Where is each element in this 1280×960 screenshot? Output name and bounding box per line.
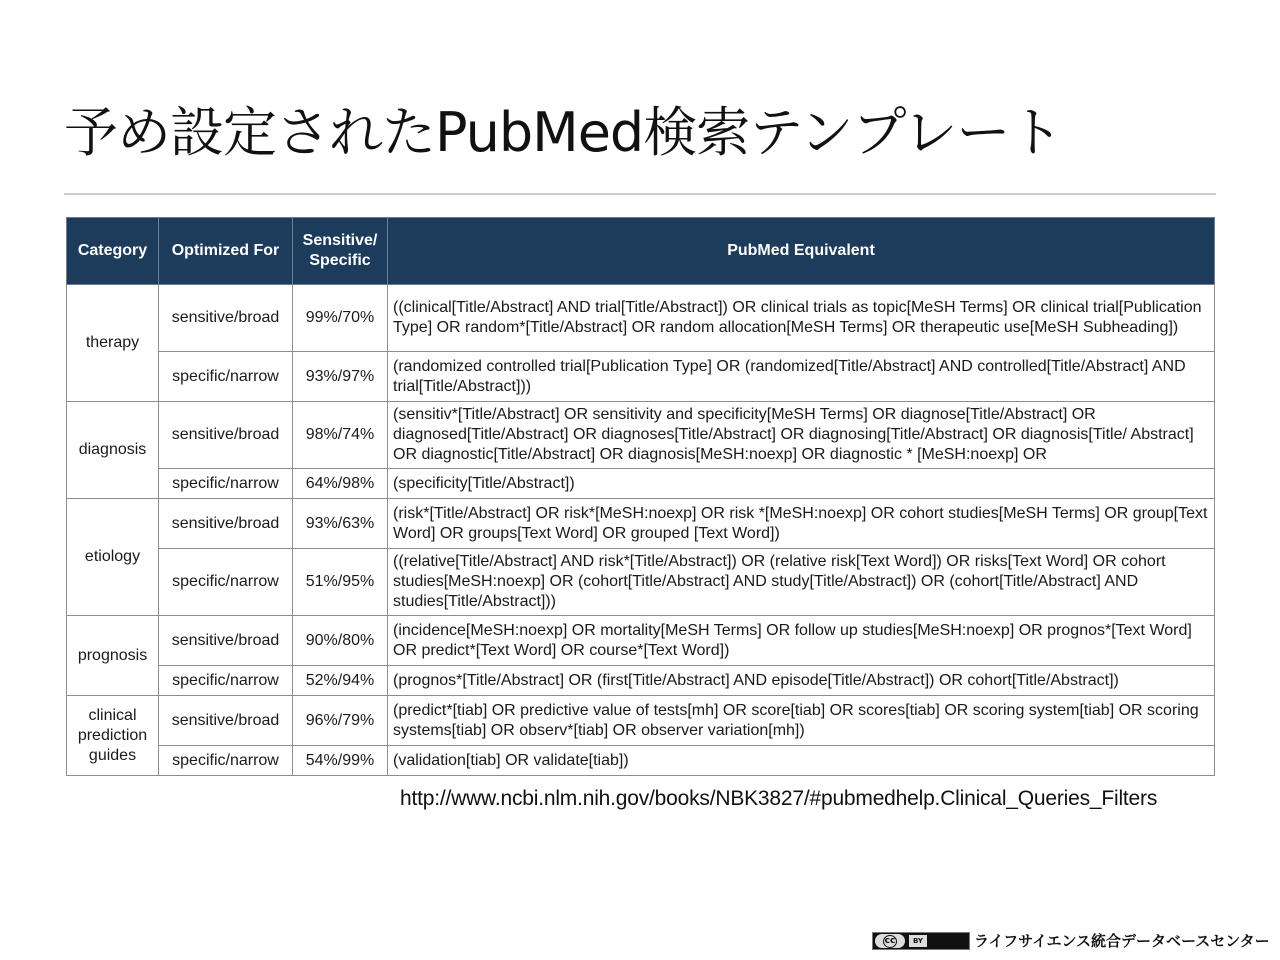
attribution-icon: BY xyxy=(909,935,927,947)
pubmed-query-cell: ((clinical[Title/Abstract] AND trial[Title/Abstract]) OR clinical trials as topic[MeSH Terms] OR clinical trial[Publication Type] OR random*[Title/Abstract] OR random allocation[MeSH Terms] OR therapeutic use[MeSH Subheading]) xyxy=(388,285,1215,352)
pubmed-query-cell: (incidence[MeSH:noexp] OR mortality[MeSH Terms] OR follow up studies[MeSH:noexp] OR prognos*[Text Word] OR predict*[Text Word] OR course*[Text Word]) xyxy=(388,616,1215,666)
optimized-for-cell: specific/narrow xyxy=(159,352,293,402)
optimized-for-cell: specific/narrow xyxy=(159,746,293,776)
optimized-for-cell: sensitive/broad xyxy=(159,402,293,469)
pubmed-query-cell: ((relative[Title/Abstract] AND risk*[Title/Abstract]) OR (relative risk[Text Word]) OR risks[Text Word] OR cohort studies[MeSH:noexp] OR (cohort[Title/Abstract] AND study[Title/Abstract]) OR (cohort[Title/Abstract] AND studies[Title/Abstract])) xyxy=(388,549,1215,616)
optimized-for-cell: specific/narrow xyxy=(159,666,293,696)
sensitivity-specificity-cell: 93%/97% xyxy=(293,352,388,402)
pubmed-query-cell: (predict*[tiab] OR predictive value of tests[mh] OR score[tiab] OR scores[tiab] OR scoring system[tiab] OR scoring systems[tiab] OR observ*[tiab] OR observer variation[mh]) xyxy=(388,696,1215,746)
table-row xyxy=(67,499,1215,549)
table-row xyxy=(67,746,1215,776)
pubmed-query-text: (sensitiv*[Title/Abstract] OR sensitivity and specificity[MeSH Terms] OR diagnose[Title/Abstract] OR diagnosed[Title/Abstract] OR diagnoses[Title/Abstract] OR diagnosing[Title/Abstract] OR diagnosis[Title/ Abstract] OR diagnostic[Title/Abstract] OR diagnosis[MeSH:noexp] OR diagnostic * [MeSH:noexp] OR xyxy=(393,406,1194,463)
optimized-for-cell: sensitive/broad xyxy=(159,499,293,549)
pubmed-query-cell xyxy=(388,402,1215,469)
table-row xyxy=(67,285,1215,352)
header-sensitive-specific: Sensitive/ Specific xyxy=(293,218,388,285)
creative-commons-icon xyxy=(875,934,905,948)
cc-by-license-badge xyxy=(872,932,970,950)
pubmed-query-cell: (randomized controlled trial[Publication Type] OR (randomized[Title/Abstract] AND controlled[Title/Abstract] AND trial[Title/Abstract])) xyxy=(388,352,1215,402)
pubmed-query-cell: (risk*[Title/Abstract] OR risk*[MeSH:noexp] OR risk *[MeSH:noexp] OR cohort studies[MeSH Terms] OR group[Text Word] OR groups[Text Word] OR grouped [Text Word]) xyxy=(388,499,1215,549)
header-optimized-for: Optimized For xyxy=(159,218,293,285)
cc-mark-text: cc xyxy=(884,935,896,946)
sensitivity-specificity-cell: 52%/94% xyxy=(293,666,388,696)
source-url[interactable]: http://www.ncbi.nlm.nih.gov/books/NBK3827/#pubmedhelp.Clinical_Queries_Filters xyxy=(400,787,1158,810)
table-row xyxy=(67,469,1215,499)
title-divider xyxy=(64,193,1216,195)
table-row xyxy=(67,616,1215,666)
sensitivity-specificity-cell: 90%/80% xyxy=(293,616,388,666)
sensitivity-specificity-cell: 98%/74% xyxy=(293,402,388,469)
optimized-for-cell: sensitive/broad xyxy=(159,616,293,666)
category-cell: etiology xyxy=(67,499,159,616)
sensitivity-specificity-cell: 51%/95% xyxy=(293,549,388,616)
sensitivity-specificity-cell: 54%/99% xyxy=(293,746,388,776)
header-category: Category xyxy=(67,218,159,285)
sensitivity-specificity-cell: 64%/98% xyxy=(293,469,388,499)
footer-organization: ライフサイエンス統合データベースセンター xyxy=(974,932,1270,950)
pubmed-query-cell: (validation[tiab] OR validate[tiab]) xyxy=(388,746,1215,776)
optimized-for-cell: specific/narrow xyxy=(159,549,293,616)
pubmed-query-cell: (prognos*[Title/Abstract] OR (first[Title/Abstract] AND episode[Title/Abstract]) OR cohort[Title/Abstract]) xyxy=(388,666,1215,696)
category-cell: prognosis xyxy=(67,616,159,696)
table-header-row xyxy=(67,218,1215,285)
table-row xyxy=(67,549,1215,616)
category-cell: therapy xyxy=(67,285,159,402)
category-cell: diagnosis xyxy=(67,402,159,499)
table-row xyxy=(67,696,1215,746)
sensitivity-specificity-cell: 93%/63% xyxy=(293,499,388,549)
sensitivity-specificity-cell: 96%/79% xyxy=(293,696,388,746)
header-pubmed-equivalent: PubMed Equivalent xyxy=(388,218,1215,285)
optimized-for-cell: specific/narrow xyxy=(159,469,293,499)
table-row xyxy=(67,666,1215,696)
slide-title: 予め設定されたPubMed検索テンプレート xyxy=(64,101,1063,164)
optimized-for-cell: sensitive/broad xyxy=(159,696,293,746)
optimized-for-cell: sensitive/broad xyxy=(159,285,293,352)
table-row xyxy=(67,352,1215,402)
category-cell: clinical prediction guides xyxy=(67,696,159,776)
table-row xyxy=(67,402,1215,469)
clinical-queries-table xyxy=(66,217,1215,776)
sensitivity-specificity-cell: 99%/70% xyxy=(293,285,388,352)
pubmed-query-cell: (specificity[Title/Abstract]) xyxy=(388,469,1215,499)
